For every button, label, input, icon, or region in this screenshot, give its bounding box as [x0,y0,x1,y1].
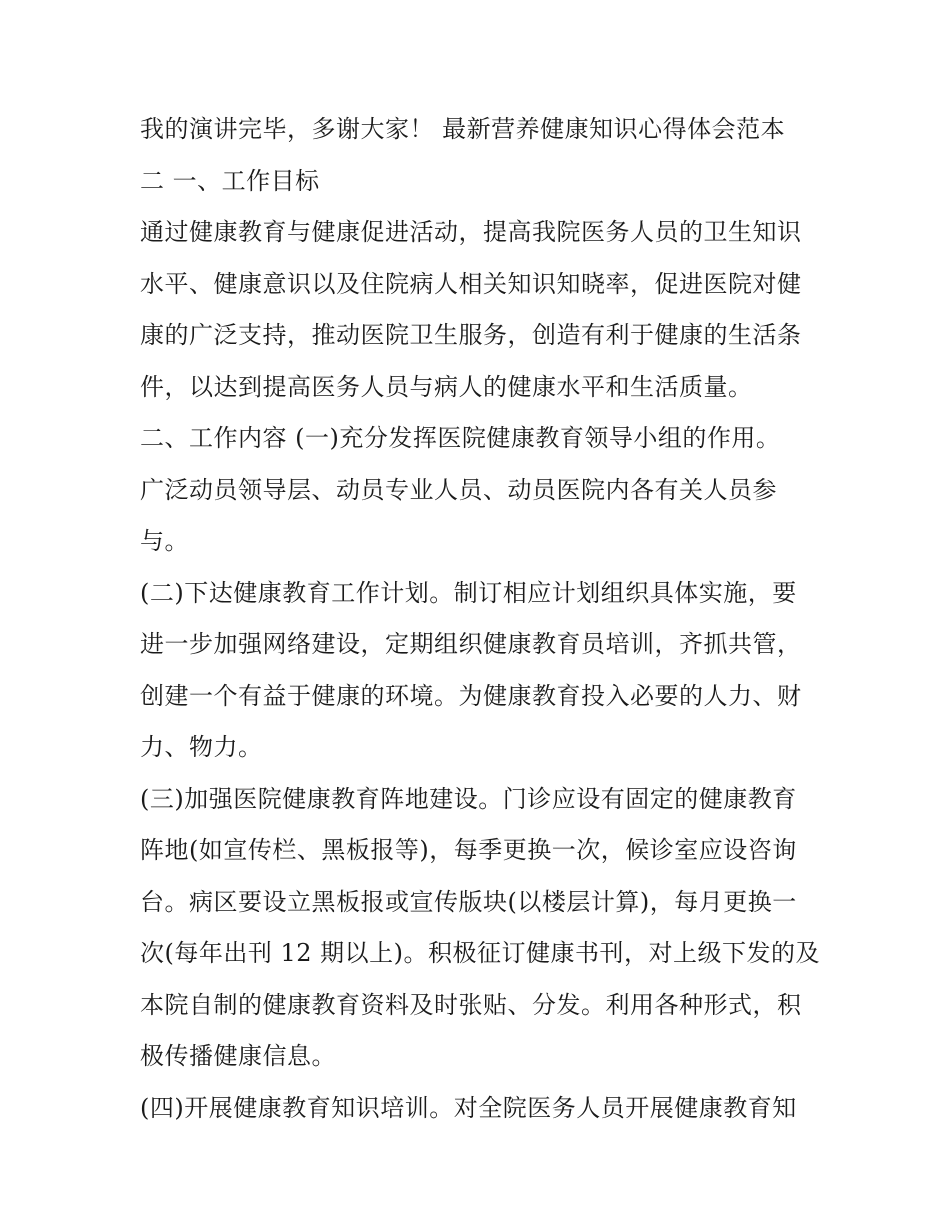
text-line: 台。病区要设立黑板报或宣传版块(以楼层计算)，每月更换一 [140,887,797,916]
text-line: 进一步加强网络建设，定期组织健康教育员培训，齐抓共管， [140,630,802,658]
text-line: 次(每年出刊 12 期以上)。积极征订健康书刊，对上级下发的及 [140,939,821,967]
section-heading: 二 一、工作目标 [140,166,320,195]
text-line: 力、物力。 [140,733,263,761]
document-body [140,104,820,1134]
text-line: 阵地(如宣传栏、黑板报等)，每季更换一次，候诊室应设咨询 [140,836,797,864]
text-line: (四)开展健康教育知识培训。对全院医务人员开展健康教育知 [140,1093,797,1122]
text-line: 本院自制的健康教育资料及时张贴、分发。利用各种形式，积 [140,990,802,1019]
text-line: 康的广泛支持，推动医院卫生服务，创造有利于健康的生活条 [140,321,802,349]
text-line: (三)加强医院健康教育阵地建设。门诊应设有固定的健康教育 [140,784,797,813]
text-line: 广泛动员领导层、动员专业人员、动员医院内各有关人员参 [140,475,777,504]
text-line: 水平、健康意识以及住院病人相关知识知晓率，促进医院对健 [140,269,802,298]
text-line: (二)下达健康教育工作计划。制订相应计划组织具体实施，要 [140,578,797,607]
text-line: 极传播健康信息。 [140,1042,336,1070]
text-line: 创建一个有益于健康的环境。为健康教育投入必要的人力、财 [140,681,802,710]
text-line: 二、工作内容 (一)充分发挥医院健康教育领导小组的作用。 [140,424,781,452]
text-line: 件，以达到提高医务人员与病人的健康水平和生活质量。 [140,372,753,401]
text-line: 通过健康教育与健康促进活动，提高我院医务人员的卫生知识 [140,218,802,246]
text-line: 我的演讲完毕，多谢大家！ 最新营养健康知识心得体会范本 [140,115,786,143]
text-line: 与。 [140,527,189,555]
